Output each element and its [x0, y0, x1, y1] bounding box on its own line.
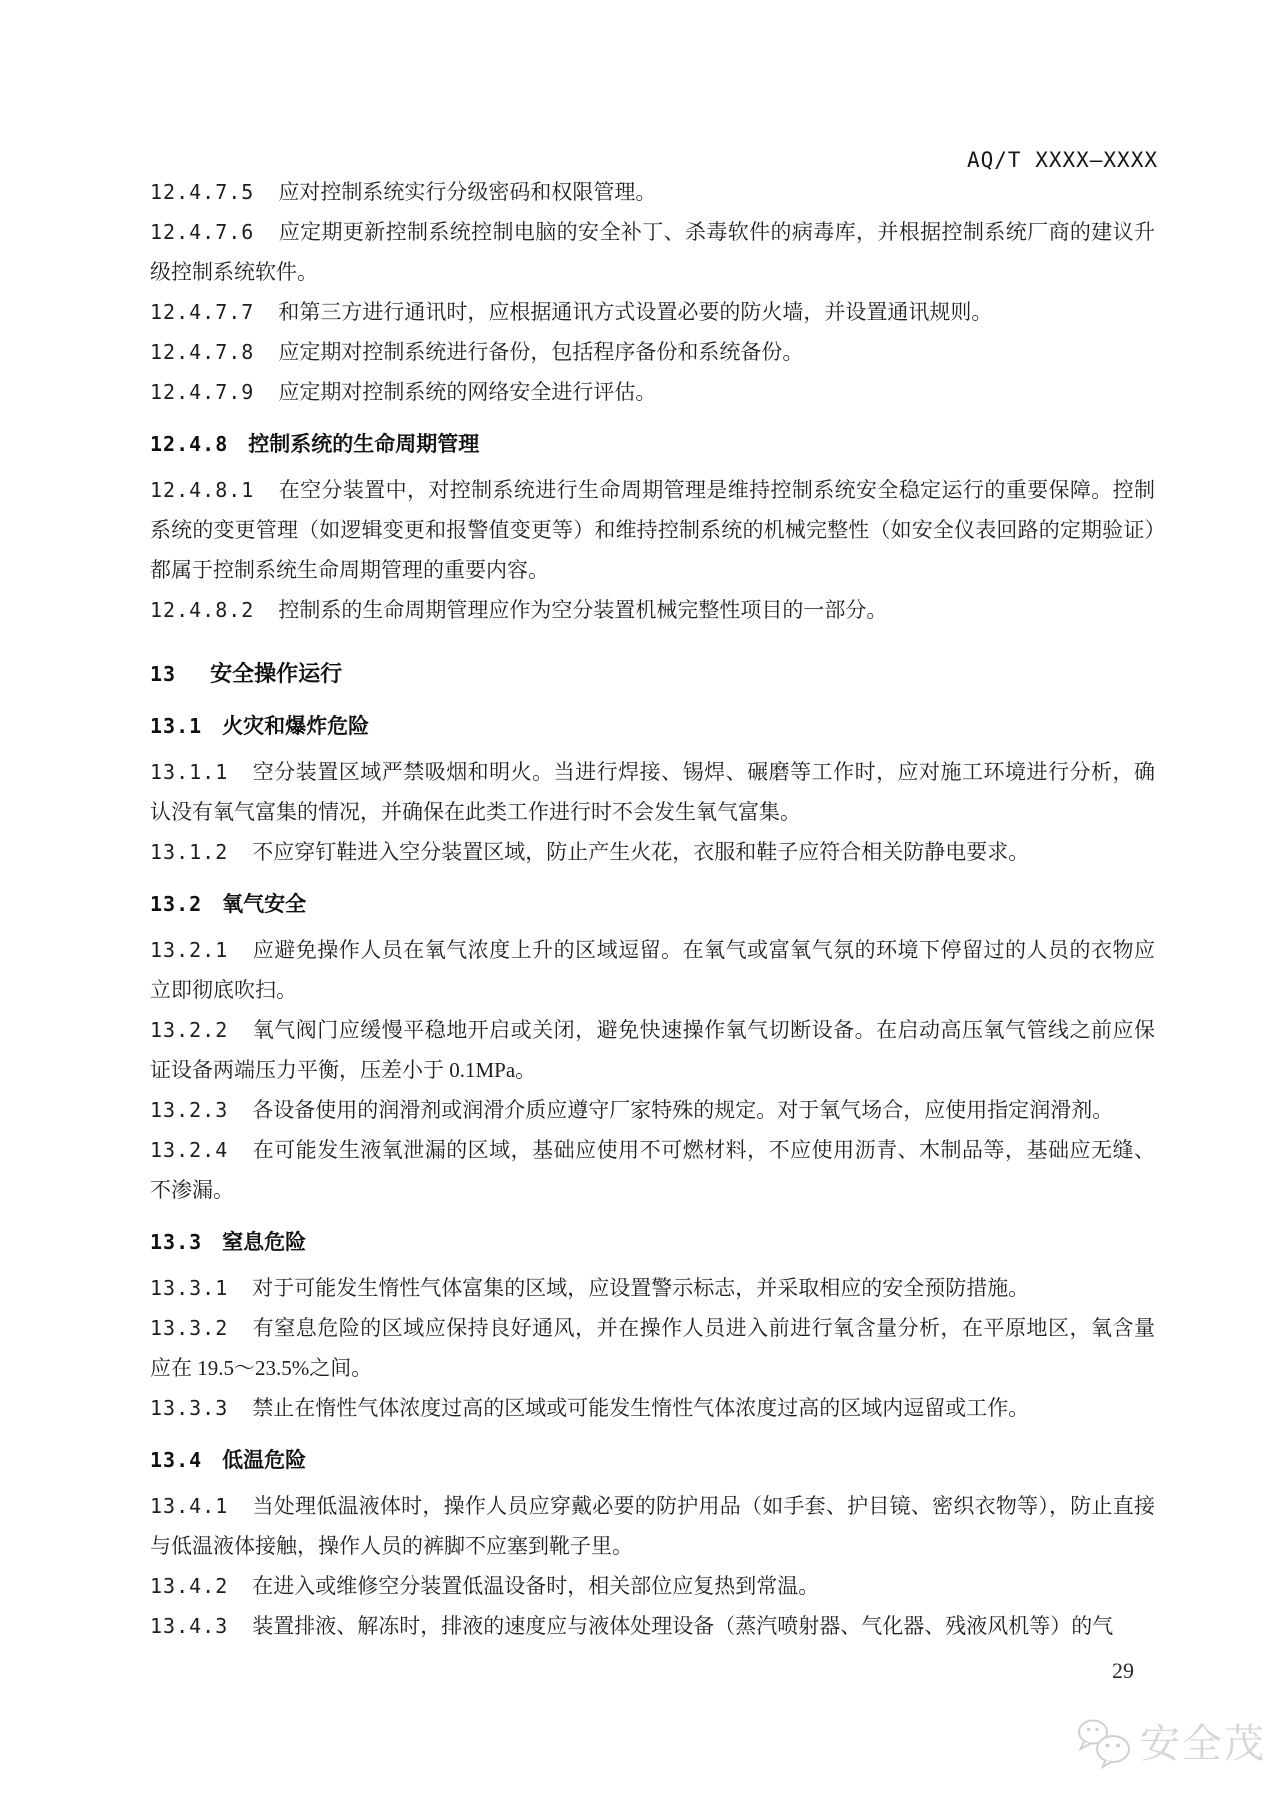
heading-text: 窒息危险 — [222, 1230, 307, 1254]
watermark-brand: 安全茂 — [1140, 1722, 1266, 1766]
clause-number: 12.4.7.6 — [150, 220, 255, 244]
heading-number: 12.4.8 — [150, 432, 229, 456]
clause-12-4-7-5 — [150, 172, 1155, 212]
clause-text: 应定期对控制系统的网络安全进行评估。 — [278, 380, 657, 404]
wechat-bubbles-icon — [1076, 1718, 1134, 1770]
clause-number: 12.4.8.2 — [150, 598, 255, 622]
watermark — [1076, 1718, 1266, 1770]
clause-13-4-1 — [150, 1486, 1155, 1566]
clause-number: 13.2.3 — [150, 1098, 229, 1122]
clause-13-2-1 — [150, 930, 1155, 1010]
clause-13-4-2 — [150, 1566, 1155, 1606]
clause-text: 控制系的生命周期管理应作为空分装置机械完整性项目的一部分。 — [278, 598, 888, 622]
heading-text: 安全操作运行 — [210, 661, 343, 686]
clause-text: 应定期更新控制系统控制电脑的安全补丁、杀毒软件的病毒库，并根据控制系统厂商的建议升级控制系统软件。 — [150, 220, 1155, 284]
clause-text: 装置排液、解冻时，排液的速度应与液体处理设备（蒸汽喷射器、气化器、残液风机等）的气 — [252, 1614, 1114, 1638]
clause-text: 空分装置区域严禁吸烟和明火。当进行焊接、锡焊、碾磨等工作时，应对施工环境进行分析，确认没有氧气富集的情况，并确保在此类工作进行时不会发生氧气富集。 — [150, 760, 1155, 824]
heading-text: 火灾和爆炸危险 — [222, 714, 370, 738]
clause-number: 12.4.7.5 — [150, 180, 255, 204]
clause-13-4-3 — [150, 1606, 1155, 1646]
clause-number: 13.4.1 — [150, 1494, 229, 1518]
section-heading-13-3 — [150, 1222, 1155, 1262]
clause-13-3-3 — [150, 1388, 1155, 1428]
clause-12-4-8-2 — [150, 590, 1155, 630]
clause-13-1-1 — [150, 752, 1155, 832]
clause-number: 13.2.1 — [150, 938, 229, 962]
clause-text: 和第三方进行通讯时，应根据通讯方式设置必要的防火墙，并设置通讯规则。 — [278, 300, 993, 324]
clause-12-4-7-8 — [150, 332, 1155, 372]
clause-13-1-2 — [150, 832, 1155, 872]
clause-text: 禁止在惰性气体浓度过高的区域或可能发生惰性气体浓度过高的区域内逗留或工作。 — [252, 1396, 1030, 1420]
clause-number: 12.4.7.9 — [150, 380, 255, 404]
section-heading-13-4 — [150, 1440, 1155, 1480]
clause-number: 13.3.3 — [150, 1396, 229, 1420]
clause-number: 13.2.4 — [150, 1138, 229, 1162]
heading-text: 控制系统的生命周期管理 — [248, 432, 480, 456]
heading-number: 13.4 — [150, 1448, 203, 1472]
clause-13-3-1 — [150, 1268, 1155, 1308]
clause-text: 对于可能发生惰性气体富集的区域，应设置警示标志，并采取相应的安全预防措施。 — [252, 1276, 1030, 1300]
clause-text: 当处理低温液体时，操作人员应穿戴必要的防护用品（如手套、护目镜、密织衣物等），防止直接与低温液体接触，操作人员的裤脚不应塞到靴子里。 — [150, 1494, 1155, 1558]
clause-number: 13.4.3 — [150, 1614, 229, 1638]
document-body — [150, 172, 1155, 1646]
clause-text: 氧气阀门应缓慢平稳地开启或关闭，避免快速操作氧气切断设备。在启动高压氧气管线之前应保证设备两端压力平衡，压差小于 0.1MPa。 — [150, 1018, 1155, 1082]
clause-number: 13.1.2 — [150, 840, 229, 864]
section-heading-13-1 — [150, 706, 1155, 746]
clause-12-4-7-7 — [150, 292, 1155, 332]
page-number: 29 — [1112, 1658, 1134, 1683]
clause-13-3-2 — [150, 1308, 1155, 1388]
clause-number: 13.2.2 — [150, 1018, 229, 1042]
clause-13-2-3 — [150, 1090, 1155, 1130]
clause-number: 13.4.2 — [150, 1574, 229, 1598]
section-heading-12-4-8 — [150, 424, 1155, 464]
clause-number: 13.3.2 — [150, 1316, 229, 1340]
clause-13-2-4 — [150, 1130, 1155, 1210]
clause-text: 各设备使用的润滑剂或润滑介质应遵守厂家特殊的规定。对于氧气场合，应使用指定润滑剂。 — [252, 1098, 1114, 1122]
clause-12-4-7-6 — [150, 212, 1155, 292]
page-header-standard-number: AQ/T XXXX—XXXX — [966, 148, 1158, 172]
clause-number: 12.4.7.8 — [150, 340, 255, 364]
heading-number: 13 — [150, 662, 177, 686]
clause-text: 应避免操作人员在氧气浓度上升的区域逗留。在氧气或富氧气氛的环境下停留过的人员的衣物应立即彻底吹扫。 — [150, 938, 1155, 1002]
clause-text: 不应穿钉鞋进入空分装置区域，防止产生火花，衣服和鞋子应符合相关防静电要求。 — [252, 840, 1030, 864]
clause-13-2-2 — [150, 1010, 1155, 1090]
heading-text: 氧气安全 — [222, 892, 307, 916]
clause-12-4-8-1 — [150, 470, 1155, 590]
clause-text: 在可能发生液氧泄漏的区域，基础应使用不可燃材料，不应使用沥青、木制品等，基础应无缝、不渗漏。 — [150, 1138, 1155, 1202]
clause-number: 12.4.8.1 — [150, 478, 255, 502]
heading-text: 低温危险 — [222, 1448, 307, 1472]
clause-number: 12.4.7.7 — [150, 300, 255, 324]
heading-number: 13.1 — [150, 714, 203, 738]
clause-text: 在空分装置中，对控制系统进行生命周期管理是维持控制系统安全稳定运行的重要保障。控制系统的变更管理（如逻辑变更和报警值变更等）和维持控制系统的机械完整性（如安全仪表回路的定期验证）都属于控制系统生命周期管理的重要内容。 — [150, 478, 1155, 582]
chapter-heading-13 — [150, 654, 1155, 694]
clause-text: 应对控制系统实行分级密码和权限管理。 — [278, 180, 657, 204]
clause-text: 在进入或维修空分装置低温设备时，相关部位应复热到常温。 — [252, 1574, 820, 1598]
clause-text: 应定期对控制系统进行备份，包括程序备份和系统备份。 — [278, 340, 804, 364]
clause-text: 有窒息危险的区域应保持良好通风，并在操作人员进入前进行氧含量分析，在平原地区，氧含量应在 19.5～23.5%之间。 — [150, 1316, 1155, 1380]
clause-12-4-7-9 — [150, 372, 1155, 412]
heading-number: 13.3 — [150, 1230, 203, 1254]
clause-number: 13.1.1 — [150, 760, 229, 784]
clause-number: 13.3.1 — [150, 1276, 229, 1300]
heading-number: 13.2 — [150, 892, 203, 916]
section-heading-13-2 — [150, 884, 1155, 924]
